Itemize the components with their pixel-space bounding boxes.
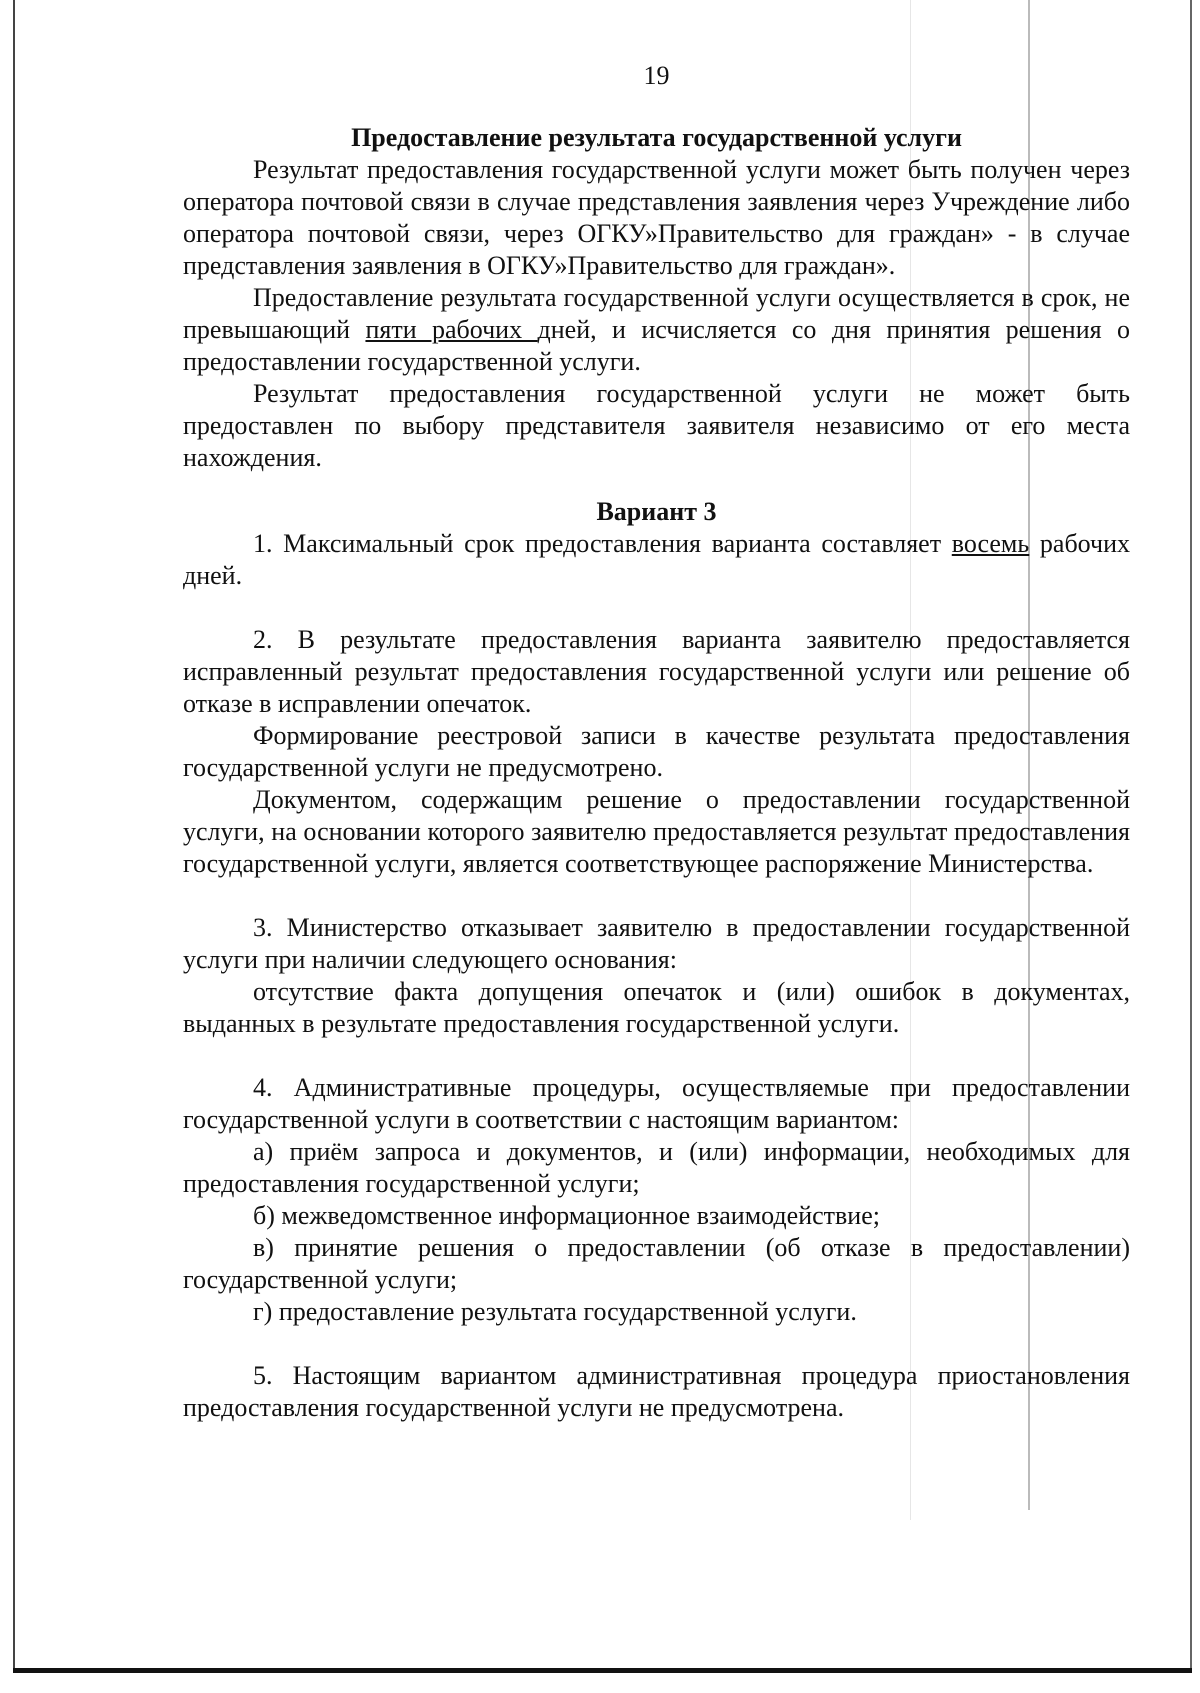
list-item-2: 2. В результате предоставления варианта заявителю предоставляется исправленный результат предоставления государственной услуги или решение об отказе в исправлении опечаток. xyxy=(183,625,1130,718)
paragraph: Результат предоставления государственной услуги не может быть предоставлен по выбору представителя заявителя независимо от его места нахождения. xyxy=(183,379,1130,472)
text-run: дней, и исчисляется со дня принятия решения о предоставлении государственной услуги. xyxy=(183,315,1130,376)
list-item-3: 3. Министерство отказывает заявителю в предоставлении государственной услуги при наличии следующего основания: xyxy=(183,913,1130,974)
document-body xyxy=(183,60,1130,1424)
list-item-5: 5. Настоящим вариантом административная процедура приостановления предоставления государственной услуги не предусмотрена. xyxy=(183,1361,1130,1422)
spacer xyxy=(183,880,1130,912)
list-item-4: 4. Административные процедуры, осуществляемые при предоставлении государственной услуги в соответствии с настоящим вариантом: xyxy=(183,1073,1130,1134)
sub-item-c: в) принятие решения о предоставлении (об отказе в предоставлении) государственной услуги; xyxy=(183,1233,1130,1294)
sub-item-d: г) предоставление результата государственной услуги. xyxy=(253,1297,857,1326)
variant-heading: Вариант 3 xyxy=(596,497,717,526)
paragraph: отсутствие факта допущения опечаток и (или) ошибок в документах, выданных в результате предоставления государственной услуги. xyxy=(183,977,1130,1038)
section-heading: Предоставление результата государственной услуги xyxy=(351,123,962,152)
paragraph: Результат предоставления государственной услуги может быть получен через оператора почтовой связи в случае представления заявления через Учреждение либо оператора почтовой связи, через ОГКУ»Правительство для граждан» - в случае представления заявления в ОГКУ»Правительство для граждан». xyxy=(183,155,1130,280)
text-run: 1. Максимальный срок предоставления варианта составляет xyxy=(253,529,952,558)
spacer xyxy=(183,1328,1130,1360)
underlined-text: пяти рабочих xyxy=(365,315,538,344)
text-run: рабочих дней. xyxy=(183,529,1130,590)
page-number: 19 xyxy=(643,61,670,90)
paragraph: Формирование реестровой записи в качестве результата предоставления государственной услуги не предусмотрено. xyxy=(183,721,1130,782)
page-right-border xyxy=(1190,0,1192,1672)
sub-item-a: а) приём запроса и документов, и (или) информации, необходимых для предоставления государственной услуги; xyxy=(183,1137,1130,1198)
paragraph xyxy=(183,282,1130,378)
paragraph: Документом, содержащим решение о предоставлении государственной услуги, на основании которого заявителю предоставляется результат предоставления государственной услуги, является соответствующее распоряжение Министерства. xyxy=(183,785,1130,878)
spacer xyxy=(183,592,1130,624)
text-run: Предоставление результата государственной услуги осуществляется в срок, не превышающий xyxy=(183,283,1130,344)
page-bottom-border xyxy=(13,1668,1192,1673)
sub-item-b: б) межведомственное информационное взаимодействие; xyxy=(253,1201,880,1230)
underlined-text: восемь xyxy=(951,529,1030,558)
spacer xyxy=(183,1040,1130,1072)
list-item-1 xyxy=(183,528,1130,592)
page-left-border xyxy=(13,0,15,1672)
